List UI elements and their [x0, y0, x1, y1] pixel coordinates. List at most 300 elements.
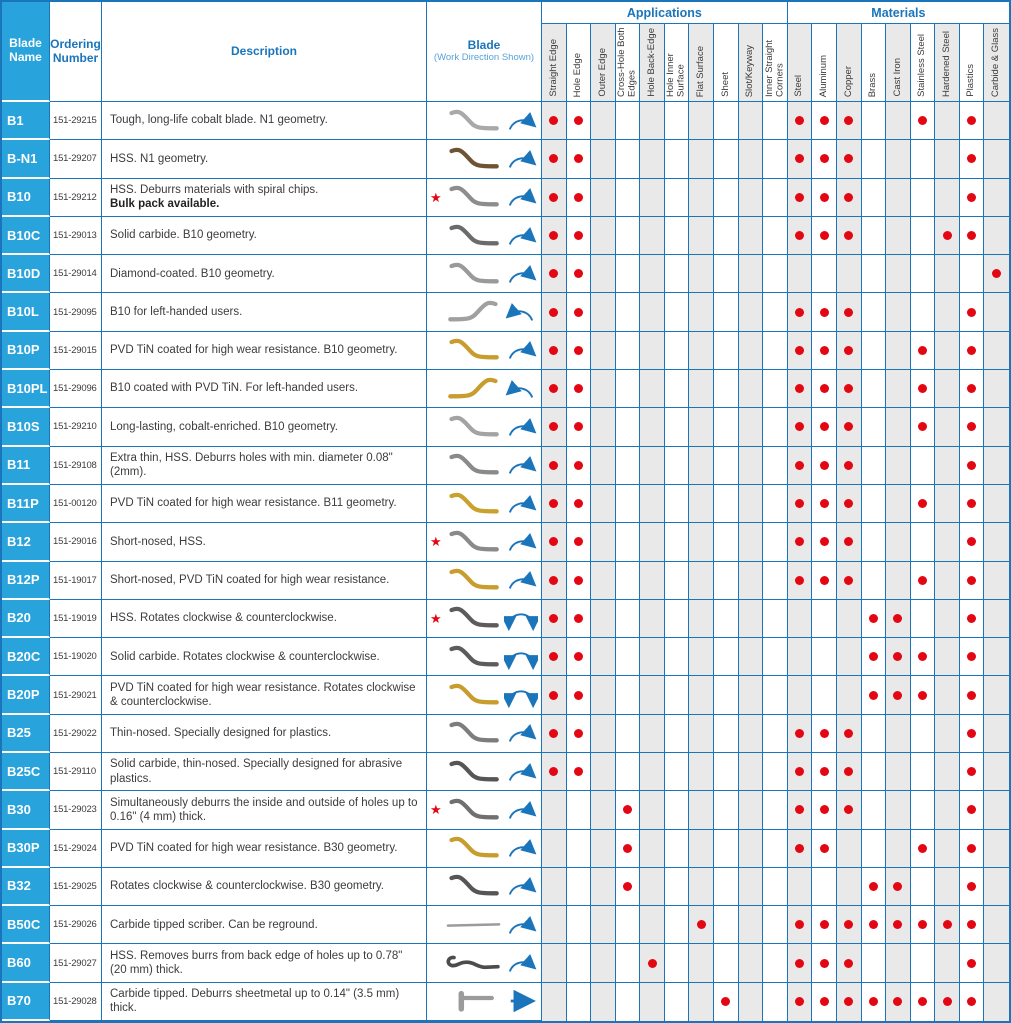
matrix-cell — [616, 868, 641, 906]
column-header-mat — [837, 24, 862, 102]
matrix-cell — [542, 140, 567, 178]
matrix-cell — [935, 715, 960, 753]
matrix-cell — [665, 906, 690, 944]
matrix-cell — [714, 102, 739, 140]
work-direction-cw-arrow-icon — [504, 872, 538, 900]
applicable-dot-icon — [820, 959, 829, 968]
matrix-cell — [640, 715, 665, 753]
blade-name-cell — [2, 217, 50, 255]
column-header-app — [616, 24, 641, 102]
applicable-dot-icon — [549, 729, 558, 738]
matrix-cell — [689, 485, 714, 523]
matrix-cell — [862, 830, 887, 868]
matrix-cell — [542, 447, 567, 485]
matrix-cell — [591, 140, 616, 178]
matrix-cell — [911, 217, 936, 255]
matrix-cell — [788, 562, 813, 600]
matrix-cell — [984, 676, 1009, 714]
matrix-cell — [886, 983, 911, 1021]
column-header-mat — [984, 24, 1009, 102]
matrix-cell — [886, 638, 911, 676]
description-cell — [102, 906, 427, 944]
description-text: Short-nosed, PVD TiN coated for high wear resistance. — [110, 573, 390, 586]
ordering-number-cell — [50, 332, 102, 370]
matrix-cell — [911, 370, 936, 408]
matrix-cell — [689, 753, 714, 791]
blade-name-cell — [2, 753, 50, 791]
matrix-cell — [763, 830, 788, 868]
matrix-cell — [812, 293, 837, 331]
matrix-cell — [542, 255, 567, 293]
matrix-cell — [960, 370, 985, 408]
ordering-number: 151-29016 — [53, 536, 97, 548]
description-text: Carbide tipped. Deburrs sheetmetal up to 0.14" (3.5 mm) thick. — [110, 987, 400, 1015]
matrix-cell — [739, 791, 764, 829]
matrix-cell — [542, 906, 567, 944]
matrix-cell — [763, 140, 788, 178]
blade-name-cell — [2, 944, 50, 982]
blade-name: B70 — [7, 993, 31, 1009]
matrix-cell — [616, 715, 641, 753]
description-text: Solid carbide, thin-nosed. Specially designed for abrasive plastics. — [110, 758, 403, 785]
column-header-mat — [935, 24, 960, 102]
applicable-dot-icon — [574, 154, 583, 163]
matrix-cell — [665, 485, 690, 523]
matrix-cell — [665, 255, 690, 293]
applicable-dot-icon — [549, 691, 558, 700]
matrix-cell — [689, 791, 714, 829]
description-cell — [102, 830, 427, 868]
applicable-dot-icon — [795, 920, 804, 929]
matrix-cell — [763, 293, 788, 331]
matrix-cell — [689, 102, 714, 140]
matrix-cell — [616, 523, 641, 561]
matrix-cell — [714, 140, 739, 178]
matrix-cell — [567, 485, 592, 523]
blade-image-cell — [427, 906, 542, 944]
blade-name-cell — [2, 562, 50, 600]
matrix-cell — [862, 255, 887, 293]
applicable-dot-icon — [795, 499, 804, 508]
matrix-cell — [886, 562, 911, 600]
matrix-cell — [591, 447, 616, 485]
column-header-app — [689, 24, 714, 102]
column-header-label: Outer Edge — [596, 48, 608, 97]
matrix-cell — [689, 944, 714, 982]
blade-name-cell — [2, 600, 50, 638]
applicable-dot-icon — [918, 576, 927, 585]
ordering-number: 151-29096 — [53, 383, 97, 395]
matrix-cell — [763, 332, 788, 370]
applicable-dot-icon — [844, 116, 853, 125]
matrix-cell — [960, 906, 985, 944]
matrix-cell — [911, 408, 936, 446]
matrix-cell — [567, 102, 592, 140]
ordering-number: 151-29014 — [53, 268, 97, 280]
matrix-cell — [739, 293, 764, 331]
applicable-dot-icon — [795, 116, 804, 125]
applicable-dot-icon — [967, 652, 976, 661]
work-direction-cw-arrow-icon — [504, 222, 538, 250]
blade-image-icon — [443, 448, 504, 482]
matrix-cell — [689, 370, 714, 408]
blade-name: B32 — [7, 878, 31, 894]
matrix-cell — [763, 638, 788, 676]
matrix-cell — [640, 676, 665, 714]
work-direction-cw-arrow-icon — [504, 336, 538, 364]
matrix-cell — [837, 447, 862, 485]
applicable-dot-icon — [820, 844, 829, 853]
matrix-cell — [739, 753, 764, 791]
matrix-cell — [567, 830, 592, 868]
header-ordering-number: Ordering Number — [50, 2, 102, 102]
description-text: Diamond-coated. B10 geometry. — [110, 267, 275, 280]
matrix-cell — [960, 332, 985, 370]
matrix-cell — [960, 217, 985, 255]
applicable-dot-icon — [574, 231, 583, 240]
column-header-label: Hole Back-Edge — [645, 28, 657, 97]
applicable-dot-icon — [574, 346, 583, 355]
description-text: HSS. Removes burrs from back edge of holes up to 0.78" (20 mm) thick. — [110, 949, 403, 977]
ordering-number-cell — [50, 562, 102, 600]
matrix-cell — [763, 944, 788, 982]
matrix-cell — [763, 753, 788, 791]
matrix-cell — [788, 370, 813, 408]
matrix-cell — [714, 868, 739, 906]
matrix-cell — [984, 102, 1009, 140]
matrix-cell — [911, 523, 936, 561]
matrix-cell — [567, 715, 592, 753]
blade-name: B10C — [7, 227, 41, 243]
matrix-cell — [665, 408, 690, 446]
matrix-cell — [616, 179, 641, 217]
ordering-number: 151-29210 — [53, 421, 97, 433]
matrix-cell — [837, 370, 862, 408]
matrix-cell — [862, 447, 887, 485]
star-icon: ★ — [430, 610, 442, 626]
blade-image-icon — [443, 908, 504, 942]
matrix-cell — [812, 638, 837, 676]
applicable-dot-icon — [869, 652, 878, 661]
column-header-label: Sheet — [719, 72, 731, 97]
ordering-number-cell — [50, 370, 102, 408]
matrix-cell — [960, 562, 985, 600]
column-header-app — [739, 24, 764, 102]
description-cell — [102, 983, 427, 1021]
matrix-cell — [763, 676, 788, 714]
blade-image-icon — [443, 257, 504, 291]
applicable-dot-icon — [967, 767, 976, 776]
blade-name: B10L — [7, 304, 39, 320]
applicable-dot-icon — [943, 920, 952, 929]
ordering-number: 151-00120 — [53, 498, 97, 510]
description-cell — [102, 102, 427, 140]
matrix-cell — [788, 140, 813, 178]
blade-image-icon — [443, 219, 504, 253]
matrix-cell — [714, 485, 739, 523]
matrix-cell — [714, 217, 739, 255]
column-header-app — [640, 24, 665, 102]
matrix-cell — [616, 408, 641, 446]
ordering-number-cell — [50, 102, 102, 140]
applicable-dot-icon — [549, 193, 558, 202]
matrix-cell — [984, 906, 1009, 944]
matrix-cell — [911, 906, 936, 944]
applicable-dot-icon — [893, 997, 902, 1006]
matrix-cell — [960, 523, 985, 561]
matrix-cell — [591, 830, 616, 868]
matrix-cell — [837, 293, 862, 331]
matrix-cell — [862, 332, 887, 370]
column-header-mat — [788, 24, 813, 102]
applicable-dot-icon — [574, 499, 583, 508]
description-text: HSS. N1 geometry. — [110, 152, 209, 165]
blade-image-cell — [427, 715, 542, 753]
blade-image-icon — [443, 755, 504, 789]
matrix-cell — [886, 293, 911, 331]
blade-name: B11 — [7, 457, 31, 473]
matrix-cell — [616, 906, 641, 944]
applicable-dot-icon — [820, 422, 829, 431]
description-text: PVD TiN coated for high wear resistance. B10 geometry. — [110, 344, 398, 357]
matrix-cell — [788, 255, 813, 293]
work-direction-cw-arrow-icon — [504, 949, 538, 977]
matrix-cell — [788, 485, 813, 523]
matrix-cell — [837, 983, 862, 1021]
matrix-cell — [935, 255, 960, 293]
matrix-cell — [665, 140, 690, 178]
work-direction-cw-arrow-icon — [504, 183, 538, 211]
applicable-dot-icon — [820, 384, 829, 393]
matrix-cell — [935, 983, 960, 1021]
applicable-dot-icon — [967, 691, 976, 700]
matrix-cell — [886, 676, 911, 714]
blade-name: B10D — [7, 265, 41, 281]
blade-image-icon — [443, 333, 504, 367]
ordering-number: 151-29013 — [53, 230, 97, 242]
column-header-label: Hole Edge — [572, 52, 584, 97]
matrix-cell — [640, 562, 665, 600]
blade-image-cell — [427, 140, 542, 178]
blade-image-cell — [427, 791, 542, 829]
matrix-cell — [837, 408, 862, 446]
applicable-dot-icon — [967, 384, 976, 393]
description-text: Carbide tipped scriber. Can be reground. — [110, 918, 318, 931]
matrix-cell — [788, 332, 813, 370]
column-header-mat — [812, 24, 837, 102]
matrix-cell — [837, 715, 862, 753]
matrix-cell — [567, 255, 592, 293]
matrix-cell — [837, 753, 862, 791]
description-cell — [102, 715, 427, 753]
applicable-dot-icon — [967, 997, 976, 1006]
ordering-number-cell — [50, 217, 102, 255]
work-direction-cw-arrow-icon — [504, 528, 538, 556]
matrix-cell — [935, 370, 960, 408]
matrix-cell — [911, 140, 936, 178]
blade-image-cell — [427, 523, 542, 561]
matrix-cell — [862, 906, 887, 944]
description-cell — [102, 293, 427, 331]
matrix-cell — [665, 217, 690, 255]
matrix-cell — [960, 868, 985, 906]
applicable-dot-icon — [574, 116, 583, 125]
matrix-cell — [739, 600, 764, 638]
matrix-cell — [689, 523, 714, 561]
matrix-cell — [763, 791, 788, 829]
applicable-dot-icon — [574, 308, 583, 317]
description-text: HSS. Deburrs materials with spiral chips. — [110, 183, 319, 196]
blade-image-icon — [443, 869, 504, 903]
matrix-cell — [739, 715, 764, 753]
matrix-cell — [763, 983, 788, 1021]
matrix-cell — [665, 562, 690, 600]
matrix-cell — [567, 906, 592, 944]
work-direction-both-arrow-icon — [504, 604, 538, 632]
matrix-cell — [935, 753, 960, 791]
matrix-cell — [763, 102, 788, 140]
applicable-dot-icon — [574, 576, 583, 585]
applicable-dot-icon — [549, 499, 558, 508]
matrix-cell — [886, 140, 911, 178]
matrix-cell — [665, 676, 690, 714]
matrix-cell — [591, 485, 616, 523]
matrix-cell — [739, 370, 764, 408]
description-cell — [102, 791, 427, 829]
matrix-cell — [763, 408, 788, 446]
column-header-app — [542, 24, 567, 102]
blade-image-icon — [443, 716, 504, 750]
matrix-cell — [616, 830, 641, 868]
matrix-cell — [935, 600, 960, 638]
work-direction-cw-arrow-icon — [504, 490, 538, 518]
applicable-dot-icon — [943, 997, 952, 1006]
matrix-cell — [665, 332, 690, 370]
applicable-dot-icon — [820, 729, 829, 738]
description-text: PVD TiN coated for high wear resistance. B11 geometry. — [110, 497, 397, 510]
matrix-cell — [886, 600, 911, 638]
matrix-cell — [567, 332, 592, 370]
matrix-cell — [591, 562, 616, 600]
ordering-number: 151-29023 — [53, 804, 97, 816]
blade-image-cell — [427, 600, 542, 638]
matrix-cell — [591, 523, 616, 561]
matrix-cell — [640, 332, 665, 370]
ordering-number: 151-29028 — [53, 995, 97, 1007]
column-header-app — [714, 24, 739, 102]
matrix-cell — [689, 830, 714, 868]
applicable-dot-icon — [844, 537, 853, 546]
matrix-cell — [886, 944, 911, 982]
matrix-cell — [739, 983, 764, 1021]
applicable-dot-icon — [844, 193, 853, 202]
matrix-cell — [640, 868, 665, 906]
description-cell — [102, 523, 427, 561]
matrix-cell — [984, 715, 1009, 753]
matrix-cell — [591, 868, 616, 906]
column-header-label: Steel — [793, 75, 805, 97]
applicable-dot-icon — [623, 805, 632, 814]
matrix-cell — [689, 906, 714, 944]
matrix-cell — [812, 600, 837, 638]
matrix-cell — [911, 293, 936, 331]
column-header-label: Hardened Steel — [940, 30, 952, 97]
matrix-cell — [763, 523, 788, 561]
blade-image-cell — [427, 179, 542, 217]
matrix-cell — [788, 408, 813, 446]
applicable-dot-icon — [820, 461, 829, 470]
matrix-cell — [665, 791, 690, 829]
blade-name-cell — [2, 791, 50, 829]
blade-image-cell — [427, 255, 542, 293]
blade-image-icon — [443, 984, 504, 1018]
ordering-number: 151-29215 — [53, 115, 97, 127]
matrix-cell — [812, 791, 837, 829]
matrix-cell — [862, 676, 887, 714]
blade-image-icon — [443, 487, 504, 521]
matrix-cell — [665, 944, 690, 982]
applicable-dot-icon — [549, 461, 558, 470]
blade-name: B10PL — [7, 380, 48, 396]
applicable-dot-icon — [967, 882, 976, 891]
matrix-cell — [812, 715, 837, 753]
matrix-cell — [665, 830, 690, 868]
ordering-number: 151-19020 — [53, 651, 97, 663]
matrix-cell — [911, 830, 936, 868]
matrix-cell — [935, 791, 960, 829]
matrix-cell — [788, 791, 813, 829]
matrix-cell — [788, 753, 813, 791]
applicable-dot-icon — [549, 576, 558, 585]
blade-name-cell — [2, 332, 50, 370]
matrix-cell — [837, 485, 862, 523]
matrix-cell — [616, 370, 641, 408]
matrix-cell — [788, 638, 813, 676]
matrix-cell — [935, 447, 960, 485]
blade-name: B25C — [7, 763, 41, 779]
blade-image-cell — [427, 830, 542, 868]
applicable-dot-icon — [893, 882, 902, 891]
description-text: Thin-nosed. Specially designed for plastics. — [110, 727, 332, 740]
matrix-cell — [591, 102, 616, 140]
matrix-cell — [714, 830, 739, 868]
matrix-cell — [616, 944, 641, 982]
matrix-cell — [960, 485, 985, 523]
blade-name: B25 — [7, 725, 31, 741]
blade-name: B20 — [7, 610, 31, 626]
matrix-cell — [960, 753, 985, 791]
matrix-cell — [739, 562, 764, 600]
matrix-cell — [911, 447, 936, 485]
matrix-cell — [788, 944, 813, 982]
matrix-cell — [862, 140, 887, 178]
matrix-cell — [960, 293, 985, 331]
matrix-cell — [763, 179, 788, 217]
work-direction-cw-arrow-icon — [504, 145, 538, 173]
applicable-dot-icon — [918, 691, 927, 700]
blade-name-cell — [2, 140, 50, 178]
matrix-cell — [616, 140, 641, 178]
matrix-cell — [640, 255, 665, 293]
matrix-cell — [886, 370, 911, 408]
header-blade-label: Blade — [467, 37, 501, 52]
applicable-dot-icon — [820, 154, 829, 163]
blade-image-cell — [427, 676, 542, 714]
matrix-cell — [714, 293, 739, 331]
matrix-cell — [935, 523, 960, 561]
matrix-cell — [984, 753, 1009, 791]
matrix-cell — [591, 179, 616, 217]
